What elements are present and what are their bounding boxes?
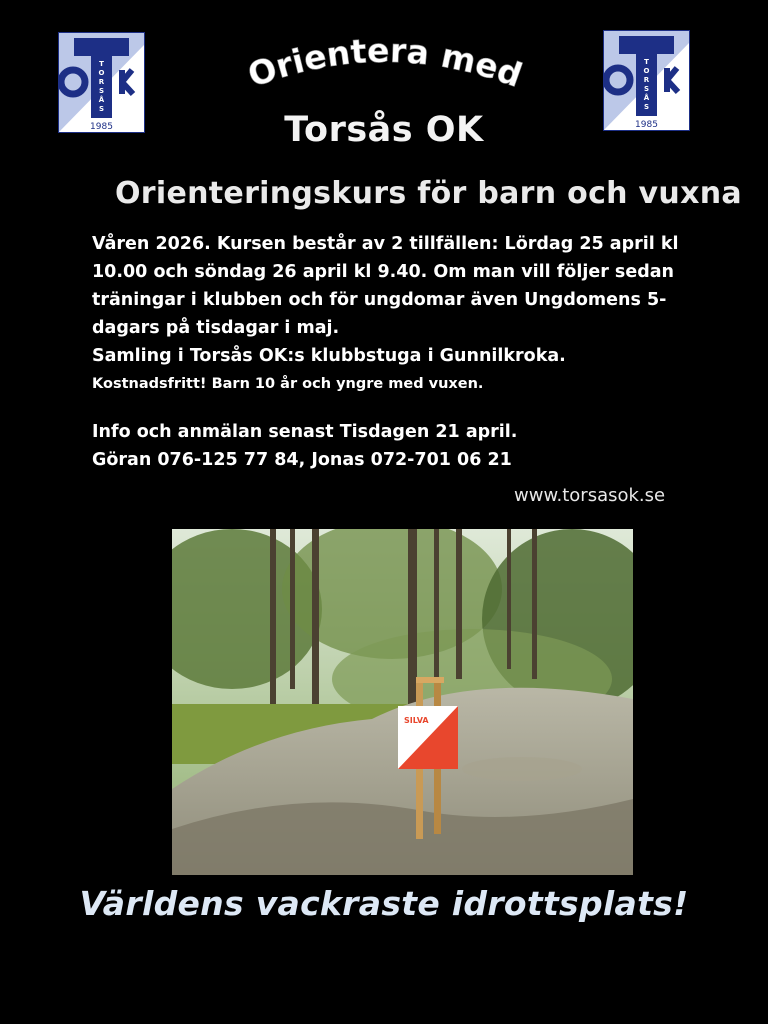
svg-text:S: S [643,103,650,111]
svg-text:S: S [98,87,105,95]
svg-text:1985: 1985 [90,122,113,132]
forest-photo [172,529,633,875]
signup-deadline: Info och anmälan senast Tisdagen 21 april. [92,422,518,442]
slogan: Världens vackraste idrottsplats! [79,884,689,923]
course-title: Orienteringskurs för barn och vuxna [115,176,742,211]
svg-text:R: R [98,78,105,86]
svg-text:Å: Å [98,96,105,104]
svg-text:S: S [98,105,105,113]
meeting-place: Samling i Torsås OK:s klubbstuga i Gunnilkroka. [92,346,566,366]
contact-numbers: Göran 076-125 77 84, Jonas 072-701 06 21 [92,450,512,470]
svg-text:T: T [99,60,104,68]
course-description: Våren 2026. Kursen består av 2 tillfällen: Lördag 25 april kl 10.00 och söndag 26 april kl 9.40. Om man vill följer sedan träningar i klubben och för ungdomar även Ungdomens 5-dagars på tisdagar i maj. [92,234,679,338]
svg-text:1985: 1985 [635,120,658,130]
svg-text:R: R [643,76,650,84]
arched-heading [200,30,570,110]
free-note: Kostnadsfritt! Barn 10 år och yngre med vuxen. [92,376,484,392]
svg-text:S: S [643,85,650,93]
website-link[interactable]: www.torsasok.se [514,485,666,506]
course-info [92,230,692,474]
club-name-heading: Torsås OK [284,110,484,150]
svg-text:Å: Å [643,94,650,102]
svg-text:O: O [98,69,105,77]
arched-heading-text: Orientera med [242,30,528,95]
marker-brand: SILVA [404,716,429,725]
svg-text:O: O [643,67,650,75]
svg-text:Orientera med [243,31,527,95]
svg-text:T: T [644,58,649,66]
